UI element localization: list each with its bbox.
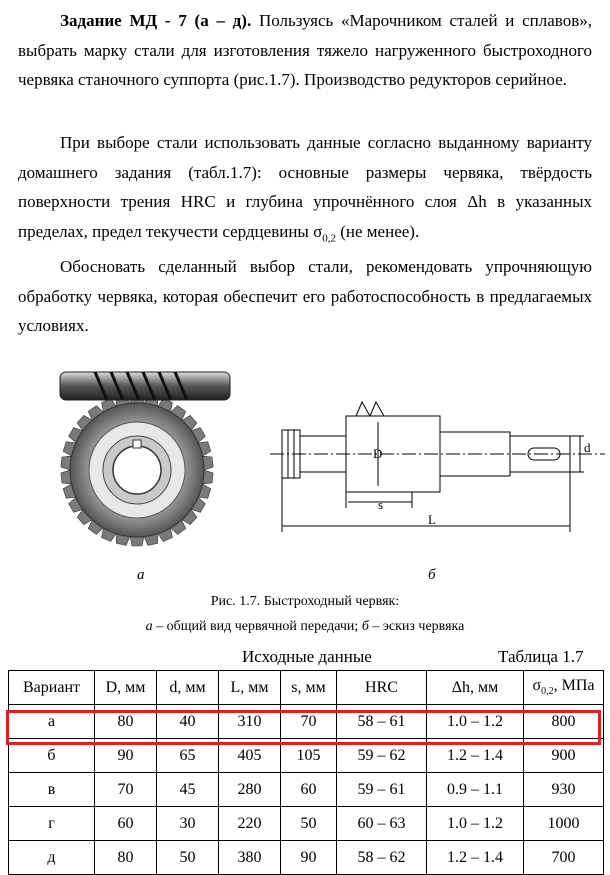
task-heading: Задание МД - 7 (а – д).	[60, 11, 252, 30]
cell: 65	[157, 739, 219, 773]
cell: б	[9, 739, 95, 773]
caption-mid: – общий вид червячной передачи;	[152, 619, 362, 634]
cell: 0.9 – 1.1	[427, 773, 524, 807]
cell: 58 – 61	[337, 705, 427, 739]
header-L: L, мм	[219, 671, 281, 705]
caption-end: – эскиз червяка	[368, 619, 465, 634]
cell: 1.2 – 1.4	[427, 739, 524, 773]
table-number: Таблица 1.7	[498, 647, 584, 666]
header-D: D, мм	[95, 671, 157, 705]
cell: 310	[219, 705, 281, 739]
table-row	[9, 807, 604, 841]
sigma-unit: , МПа	[553, 677, 595, 695]
dim-d-label: d	[584, 440, 591, 455]
cell: 1.2 – 1.4	[427, 841, 524, 875]
source-data-table	[8, 670, 604, 875]
cell: 70	[95, 773, 157, 807]
cell: 60	[95, 807, 157, 841]
cell: 280	[219, 773, 281, 807]
table-row	[9, 705, 604, 739]
cell: 60	[281, 773, 337, 807]
cell: 50	[157, 841, 219, 875]
cell: 930	[524, 773, 604, 807]
caption-b: б	[361, 619, 369, 634]
figure-label-a: а	[137, 567, 145, 583]
header-s: s, мм	[281, 671, 337, 705]
cell: 45	[157, 773, 219, 807]
cell: 50	[281, 807, 337, 841]
cell: 1.0 – 1.2	[427, 807, 524, 841]
task-paragraph-3: Обосновать сделанный выбор стали, рекомендовать упрочняющую обработку червяка, которая обеспечит его работоспособность в предлагаемых условиях.	[18, 257, 592, 335]
cell: 70	[281, 705, 337, 739]
cell: а	[9, 705, 95, 739]
cell: г	[9, 807, 95, 841]
table-header-row	[9, 671, 604, 705]
cell: 58 – 62	[337, 841, 427, 875]
sigma-symbol: σ	[532, 677, 542, 695]
cell: 59 – 62	[337, 739, 427, 773]
cell: 30	[157, 807, 219, 841]
worm-gear-photo	[55, 360, 235, 560]
header-HRC: HRC	[337, 671, 427, 705]
table-row	[9, 773, 604, 807]
cell: 90	[281, 841, 337, 875]
table-row	[9, 739, 604, 773]
dim-D-label: D	[373, 446, 383, 461]
cell: 220	[219, 807, 281, 841]
figure-caption: Рис. 1.7. Быстроходный червяк:	[210, 594, 400, 609]
cell: 700	[524, 841, 604, 875]
cell: 80	[95, 705, 157, 739]
task-paragraph-1-text: Пользуясь «Марочником сталей и сплавов», выбрать марку стали для изготовления тяжело нагруженного быстроходного червяка станочного суппорта (рис.1.7). Производство редукторов серийное.	[18, 11, 592, 89]
sigma-sub: 0,2	[541, 686, 554, 698]
cell: 59 – 61	[337, 773, 427, 807]
header-variant: Вариант	[9, 671, 95, 705]
cell: 380	[219, 841, 281, 875]
task-paragraph-1	[18, 6, 592, 95]
cell: в	[9, 773, 95, 807]
header-sigma	[524, 671, 604, 705]
sigma-subscript: 0,2	[322, 231, 336, 244]
cell: 90	[95, 739, 157, 773]
header-d: d, мм	[157, 671, 219, 705]
cell: 900	[524, 739, 604, 773]
table-title: Исходные данные	[242, 647, 372, 666]
cell: 1.0 – 1.2	[427, 705, 524, 739]
caption-a: а	[145, 619, 153, 634]
cell: 40	[157, 705, 219, 739]
task-paragraph-2-text: При выборе стали использовать данные согласно выданному варианту домашнего задания (табл.1.7): основные размеры червяка, твёрдость поверхности трения HRC и глубина упрочнённого слоя Δh в указанных пределах, предел текучести сердцевины σ	[18, 133, 592, 241]
task-paragraph-2	[18, 128, 592, 253]
cell: д	[9, 841, 95, 875]
header-dh: Δh, мм	[427, 671, 524, 705]
figure-label-b: б	[428, 567, 436, 583]
task-paragraph-2-end: (не менее).	[336, 221, 420, 241]
cell: 80	[95, 841, 157, 875]
figure-caption-legend	[0, 619, 610, 635]
cell: 800	[524, 705, 604, 739]
table-row	[9, 841, 604, 875]
worm-sketch-drawing	[270, 392, 605, 537]
dim-L-label: L	[428, 512, 436, 527]
cell: 1000	[524, 807, 604, 841]
dim-s-label: s	[378, 497, 384, 512]
cell: 105	[281, 739, 337, 773]
cell: 405	[219, 739, 281, 773]
cell: 60 – 63	[337, 807, 427, 841]
